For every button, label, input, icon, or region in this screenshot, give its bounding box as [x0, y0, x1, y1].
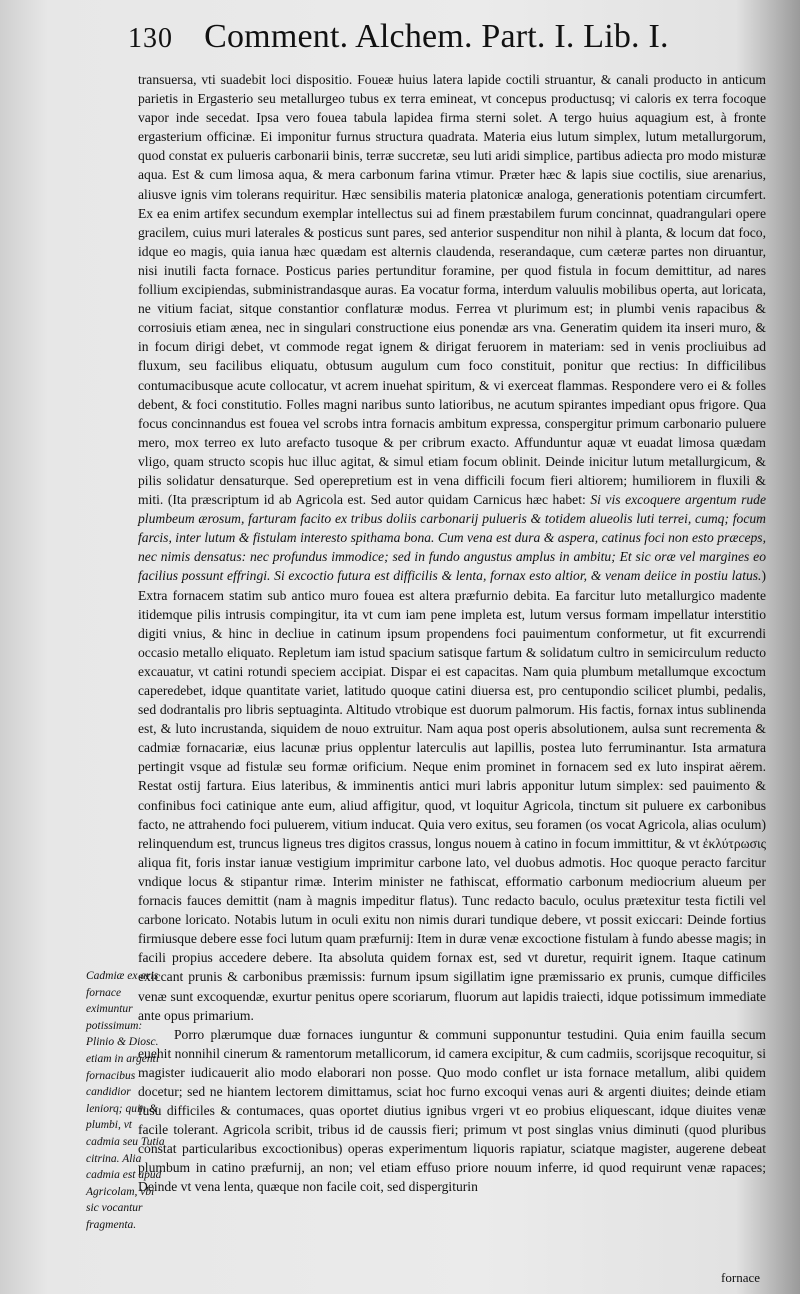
marginal-note: Cadmiæ ex aris fornace eximuntur potissimum: Plinio & Diosc. etiam in argenti fornacibus candidior leniorq; quin & plumbi, vt cadmia seu Tutia citrina. Alia cadmia est apud Agricolam, vbi sic vocantur fragmenta.	[86, 970, 165, 1231]
page-number: 130	[128, 23, 173, 54]
main-text	[138, 70, 766, 1197]
italic-quotation: Si vis excoquere argentum rude plumbeum ærosum, farturam facito ex tribus doliis carbonarij pulueris & totidem alueolis luti terrei, cumq; focum farcis, inter lutum & fistulam interesto spithama bona. Cum vena est dura & aspera, catinus foci non esto præceps, nec nimis densatus: nec profundus immodice; sed in fundo angustus amplus in ambitu; Et sic oræ vel margines eo facilius possunt effringi. Si excoctio futura est difficilis & lenta, fornax esto altior, & venam deiice in postiu latus.	[138, 492, 766, 584]
paragraph-text: transuersa, vti suadebit loci dispositio. Foueæ huius latera lapide coctili struantur, & canali producto in anticum parietis in Ergasterio seu metallurgeo tubus ex terra emineat, vt concepus productusq; vi caloris ex terra focoque vapor inde secedat. Ipsa vero fouea tabula lapidea firma sterni solet. A tergo huius aquagium est, à fronte ergasterium officinæ. Ei imponitur furnus structura quadrata. Materia eius lutum simplex, lutum metallurgorum, quod constat ex pulueris carbonarii binis, terræ succretæ, seu luti aridi simplice, partibus adiecta pro modo misturæ aqua. Est & cum limosa aqua, & mera carbonum farina vtimur. Præter hæc & lapis siue coctilis, siue arenarius, aliusve ignis vim tolerans requiritur. Hæc sensibilis materia platonicæ analoga, generationis potentiam circumfert. Ex ea enim artifex secundum exemplar intellectus sui ad finem præstabilem furum concinnat, quadrangulari opere gracilem, cuius muri laterales & posticus sunt pares, sed anterior suspenditur non nihil à planta, & locum dat foco, idque eo magis, quia ianua hæc quædam est alternis claudenda, reserandaque, cum cæteræ partes non diruantur, nisi inutili facta fornace. Posticus paries pertunditur foramine, per quod fistula in focum demittitur, ad nares follium excipiendas, subministrandasque auras. Ea vocatur forma, interdum valuulis mobilibus operta, aut loricata, ne vitium faciat, sitque constantior conflaturæ modus. Ferrea vt plurimum est; in plumbi venis rapacibus & corrosiuis etiam ænea, nec in singulari constructione eius ponendæ ars vna. Generatim quidem ita inseri muro, & in focum dirigi debet, vt commode regat ignem & dirigat feruorem in materiam: sed in venis procliuibus ad fluxum, seu facilibus eliquatu, obtusum augulum cum foco constituit, ponitur que rectius: In difficilibus contumacibusque acute collocatur, vt acrem inuehat spiritum, & vi exerceat flammas. Respondere vero ei & folles debent, & foci constitutio. Folles magni naribus sunto latioribus, ne acutum spirantes impediant opus frigore. Qua focus concinnandus est fouea vel scrobs intra fornacis ambitum expressa, conspergitur primum carbonario puluere mero, mox terreo ex luto arefacto tusoque & per cribrum exacto. Affunduntur aquæ vt euadat limosa quædam vligo, quam structo scopis huc illuc agitat, & simul etiam focum oblinit. Deinde inicitur lutum metallurgicum, & pilis solidatur densaturque. Sed operepretium est in vena difficili focum fieri altiorem; humiliorem in fluxili & miti. (Ita præscriptum id ab Agricola est. Sed autor quidam Carnicus hæc habet:	[138, 72, 766, 508]
running-title: Comment. Alchem. Part. I. Lib. I.	[204, 18, 669, 55]
paragraph-text: ) Extra fornacem statim sub antico muro fouea est altera præfurnio debita. Ea farcitur luto metallurgico madente itidemque pilis intrusis compingitur, ita vt cum iam pene impleta est, lutum versus formam impellatur interstitio digiti vnius, & hinc in decliue in catinum ipsum propendens foci pauimentum conformetur, ut fit excurrendi occasio metallo eliquato. Repletum iam istud spacium satisque fartum & solidatum cultro in semicirculum reducto excauatur, vt catini rotundi speciem accipiat. Dispar ei est capacitas. Nam quia plumbum metallumque excoctum caperedebet, idque quantitate variet, latitudo quoque catini diuersa est, pro centupondio scilicet plumbi, pedalis, sed dodrantalis pro libris septuaginta. Altitudo vtrobique est duorum palmorum. His factis, fornax intus sublinenda est, & luto incrustanda, siquidem de nouo extruitur. Nam aqua post operis absolutionem, aulsa sunt recrementa & cadmiæ fornacariæ, eius lacunæ prius opplentur laterculis aut lapillis, postea luto ferruminantur. Ista armatura pertingit vsque ad fistulæ seu formæ orificium. Neque enim prominet in fornacem sed ex luto inspirat aërem. Restat ostij fartura. Eius lateribus, & imminentis antici muri labris apponitur lutum simplex: sed pauimento & confinibus foci catinique ante eum, aliud affigitur, quod, vt loquitur Agricola, tinctum sit puluere ex carbonibus facto, ne attrahendo foci puluerem, vitium inducat. Quia vero exitus, seu foramen (os vocat Agricola, alias oculum) relinquendum est, truncus ligneus tres digitos crassus, longus nouem à catino in focum immittitur, & vt ἐκλύτρωσις aliqua fit, foris instar ianuæ vestigium imprimitur carbone lato, vel duobus admotis. Hoc quoque peracto farcitur vndique locus & stipantur rimæ. Interim minister ne fathiscat, efformatio carbonum mediocrium alueum per fornacis fauces demittit (nam à magnis impeditur flatus). Tunc redacto baculo, oculus prætexitur testa fictili vel carbone loricato. Notabis lutum in oculi exitu non nimis durari tundique debere, vt possit exiccari: Deinde fortius firmiusque debere esse foci lutum quam præfurnij: Item in duræ venæ excoctione fistulam à fundo abesse magis; in facili propius accedere debere. Ita absoluta quidem fornax est, sed vt duretur, requirit ignem. Itaque catinum exiccant prunis & carbonibus præmissis: furnum ipsum sigillatim igne præmissario ex prunis, cumque difficiles venæ sunt excoquendæ, exurtur penitus opere scoriarum, fluorum aut lapidis traiecti, idque potissimum immediate ante opus primarium.	[138, 568, 766, 1023]
paragraph: Porro plærumque duæ fornaces iunguntur & communi supponuntur testudini. Quia enim fauilla secum euehit nonnihil cinerum & ramentorum metallicorum, id camera excipitur, & cum cadmiis, scorijsque recoquitur, si magister iudicauerit alio modo elaborari non posse. Quo modo conflet ur ista fornace metallum, alibi quidem docetur; sed ne hiantem lectorem dimittamus, sciat hoc furno excoqui venas auri & argenti diuites; deinde etiam fusu difficiles & contumaces, quas oportet diutius ignibus vrgeri vt eo probius eliquescant, idque diuites venæ facile tolerant. Agricola scribit, tribus id de caussis fieri; primum vt post singlas vnius diminuti (quod pluribus constat particularibus excoctionibus) operas experimentum liquoris rapiatur, sciatque magister, augerene debeat plumbum in catino præfurnij, an non; vel etiam effuso priore nouum inferre, id quod requirunt venæ rapaces; Deinde vt vena lenta, quæque non facile coit, sed dispergiturin	[138, 1026, 766, 1195]
catchword: fornace	[721, 1270, 760, 1285]
page-header	[128, 18, 760, 62]
paragraph	[138, 70, 766, 1025]
